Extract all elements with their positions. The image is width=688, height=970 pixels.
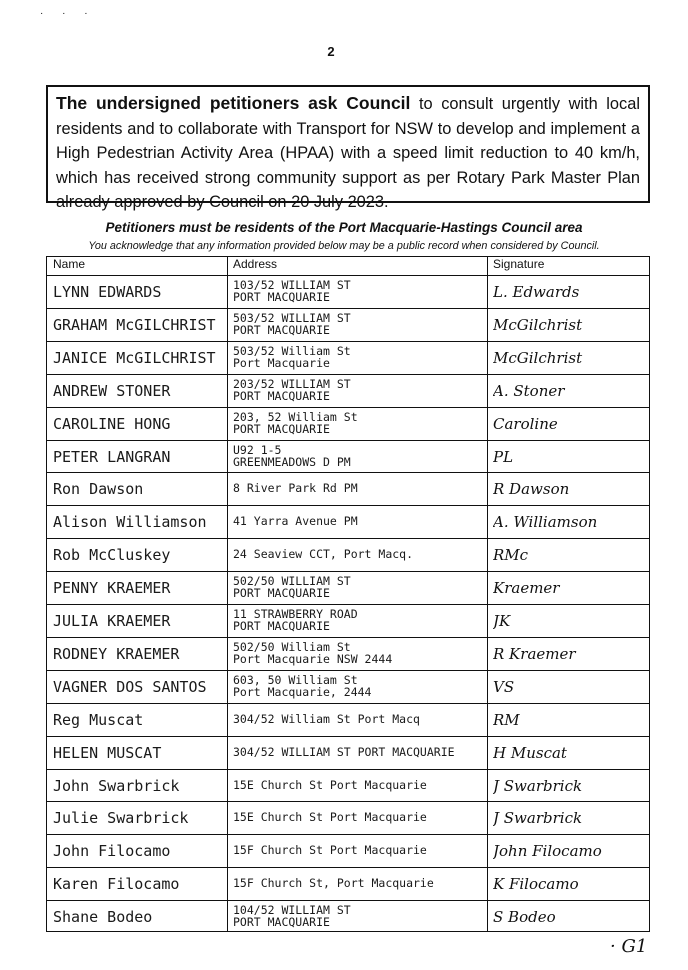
- petitioner-name: ANDREW STONER: [53, 381, 171, 400]
- address-line-2: PORT MACQUARIE: [233, 290, 330, 304]
- address-line-2: PORT MACQUARIE: [233, 619, 330, 633]
- address-line-2: GREENMEADOWS D PM: [233, 454, 351, 469]
- petitioner-signature: A. Williamson: [493, 513, 598, 532]
- column-header-name: Name: [53, 257, 86, 271]
- petitioner-address: [233, 671, 489, 704]
- address-line-2: Port Macquarie: [233, 355, 330, 370]
- petitioner-signature: J Swarbrick: [493, 776, 583, 795]
- petitioner-address: [233, 375, 489, 408]
- petitioner-signature: VS: [493, 677, 515, 696]
- address-line-1: U92 1-5: [233, 442, 282, 457]
- address-line-2: PORT MACQUARIE: [233, 388, 330, 403]
- address-line-1: 503/52 William St: [233, 343, 351, 358]
- scan-specks: · · ·: [40, 8, 96, 19]
- signature-row: [47, 440, 649, 474]
- residency-heading: Petitioners must be residents of the Port Macquarie-Hastings Council area: [105, 220, 583, 235]
- signature-row: [47, 637, 649, 671]
- signature-row: [47, 341, 649, 375]
- petition-body: to consult urgently with local residents and to collaborate with Transport for NSW to develop and implement a High Pedestrian Activity Area (HPAA) with a speed limit reduction to 40 km/h, which has received strong community support as per Rotary Park Master Plan already approved by Council on 20 July 2023.: [56, 95, 640, 211]
- petitioner-signature: J Swarbrick: [493, 809, 583, 828]
- signature-row: [47, 604, 649, 638]
- column-header-address: Address: [233, 257, 278, 271]
- address-line-2: Port Macquarie, 2444: [233, 684, 372, 699]
- signature-row: [47, 275, 649, 309]
- signature-row: [47, 571, 649, 605]
- signature-row: [47, 834, 649, 868]
- petitioner-signature: Kraemer: [493, 579, 560, 598]
- petitioner-signature: S Bodeo: [493, 908, 556, 927]
- petitioner-name: Karen Filocamo: [53, 875, 180, 894]
- address-line-1: 502/50 William St: [233, 639, 351, 654]
- signature-row: [47, 374, 649, 408]
- corner-mark: · G1: [610, 936, 648, 957]
- petitioner-address: [233, 835, 489, 868]
- petitioner-signature: H Muscat: [493, 743, 567, 762]
- petitioner-address: [233, 802, 489, 835]
- petitioner-signature: K Filocamo: [493, 875, 579, 894]
- signature-row: [47, 670, 649, 704]
- petitioner-name: PETER LANGRAN: [53, 447, 171, 466]
- petitioner-address: [233, 441, 489, 474]
- petitioner-signature: R Kraemer: [493, 644, 576, 663]
- petitioner-name: PENNY KRAEMER: [53, 579, 171, 598]
- address-line-1: 15F Church St, Port Macquarie: [233, 876, 434, 891]
- petitioner-name: John Swarbrick: [53, 776, 180, 795]
- address-line-1: 24 Seaview CCT, Port Macq.: [233, 547, 414, 562]
- petitioner-address: [233, 605, 489, 638]
- petitioner-name: LYNN EDWARDS: [53, 283, 162, 301]
- petitioner-name: Shane Bodeo: [53, 908, 153, 927]
- petitioner-address: [233, 539, 489, 572]
- signature-row: [47, 867, 649, 901]
- petitioner-signature: RM: [493, 710, 520, 729]
- petitioner-address: [233, 309, 489, 342]
- address-line-1: 203, 52 William St: [233, 409, 358, 424]
- signature-row: [47, 703, 649, 737]
- address-line-1: 8 River Park Rd PM: [233, 481, 358, 496]
- petitioner-address: [233, 901, 489, 934]
- signature-row: [47, 900, 649, 934]
- signature-table: [46, 256, 650, 932]
- address-line-2: PORT MACQUARIE: [233, 915, 330, 930]
- petitioner-address: [233, 638, 489, 671]
- petitioner-name: Alison Williamson: [53, 513, 207, 532]
- petitioner-name: JULIA KRAEMER: [53, 612, 171, 630]
- address-line-1: 15E Church St Port Macquarie: [233, 810, 427, 825]
- petitioner-signature: PL: [493, 447, 514, 466]
- petitioner-address: [233, 868, 489, 901]
- petitioner-name: Reg Muscat: [53, 710, 144, 729]
- petitioner-signature: McGilchrist: [493, 348, 583, 367]
- address-line-2: PORT MACQUARIE: [233, 421, 330, 436]
- petitioner-address: [233, 770, 489, 803]
- petitioner-address: [233, 704, 489, 737]
- page-number: 2: [327, 44, 335, 59]
- address-line-1: 304/52 WILLIAM ST PORT MACQUARIE: [233, 744, 455, 759]
- petitioner-name: VAGNER DOS SANTOS: [53, 677, 207, 696]
- petitioner-name: GRAHAM McGILCHRIST: [53, 315, 216, 334]
- signature-row: [47, 505, 649, 539]
- public-record-notice: You acknowledge that any information provided below may be a public record when considered by Council.: [88, 240, 600, 252]
- signature-row: [47, 801, 649, 835]
- column-header-signature: Signature: [493, 257, 545, 271]
- petitioner-signature: John Filocamo: [493, 842, 602, 861]
- petitioner-signature: Caroline: [493, 414, 558, 433]
- signature-row: [47, 736, 649, 770]
- petitioner-address: [233, 342, 489, 375]
- petition-lead: The undersigned petitioners ask Council: [56, 93, 411, 113]
- petitioner-signature: R Dawson: [493, 480, 570, 499]
- signature-row: [47, 407, 649, 441]
- signature-row: [47, 538, 649, 572]
- address-line-1: 503/52 WILLIAM ST: [233, 310, 351, 325]
- petitioner-name: JANICE McGILCHRIST: [53, 348, 216, 367]
- petitioner-name: HELEN MUSCAT: [53, 743, 162, 762]
- petitioner-name: John Filocamo: [53, 842, 171, 861]
- address-line-2: Port Macquarie NSW 2444: [233, 651, 393, 666]
- address-line-2: PORT MACQUARIE: [233, 586, 330, 601]
- petitioner-address: [233, 737, 489, 770]
- address-line-1: 304/52 William St Port Macq: [233, 711, 420, 726]
- address-line-1: 603, 50 William St: [233, 672, 358, 687]
- address-line-2: PORT MACQUARIE: [233, 322, 330, 337]
- address-line-1: 103/52 WILLIAM ST: [233, 278, 351, 292]
- address-line-1: 15F Church St Port Macquarie: [233, 843, 427, 858]
- petitioner-signature: McGilchrist: [493, 315, 583, 334]
- petitioner-signature: JK: [493, 612, 511, 630]
- address-line-1: 502/50 WILLIAM ST: [233, 574, 351, 589]
- address-line-1: 41 Yarra Avenue PM: [233, 514, 358, 529]
- petitioner-address: [233, 408, 489, 441]
- petitioner-name: RODNEY KRAEMER: [53, 644, 180, 663]
- petitioner-address: [233, 572, 489, 605]
- petitioner-signature: RMc: [493, 546, 529, 565]
- petitioner-name: Julie Swarbrick: [53, 809, 189, 828]
- petitioner-signature: A. Stoner: [493, 381, 565, 400]
- petitioner-name: Ron Dawson: [53, 480, 144, 499]
- petitioner-address: [233, 506, 489, 539]
- petitioner-address: [233, 473, 489, 506]
- signature-row: [47, 308, 649, 342]
- petition-statement-box: [46, 85, 650, 211]
- signature-row: [47, 769, 649, 803]
- signature-row: [47, 472, 649, 506]
- address-line-1: 104/52 WILLIAM ST: [233, 903, 351, 918]
- petitioner-name: Rob McCluskey: [53, 546, 171, 565]
- petitioner-name: CAROLINE HONG: [53, 414, 171, 433]
- address-line-1: 11 STRAWBERRY ROAD: [233, 607, 358, 621]
- address-line-1: 203/52 WILLIAM ST: [233, 376, 351, 391]
- petitioner-signature: L. Edwards: [493, 283, 580, 301]
- address-line-1: 15E Church St Port Macquarie: [233, 777, 427, 792]
- petitioner-address: [233, 276, 489, 309]
